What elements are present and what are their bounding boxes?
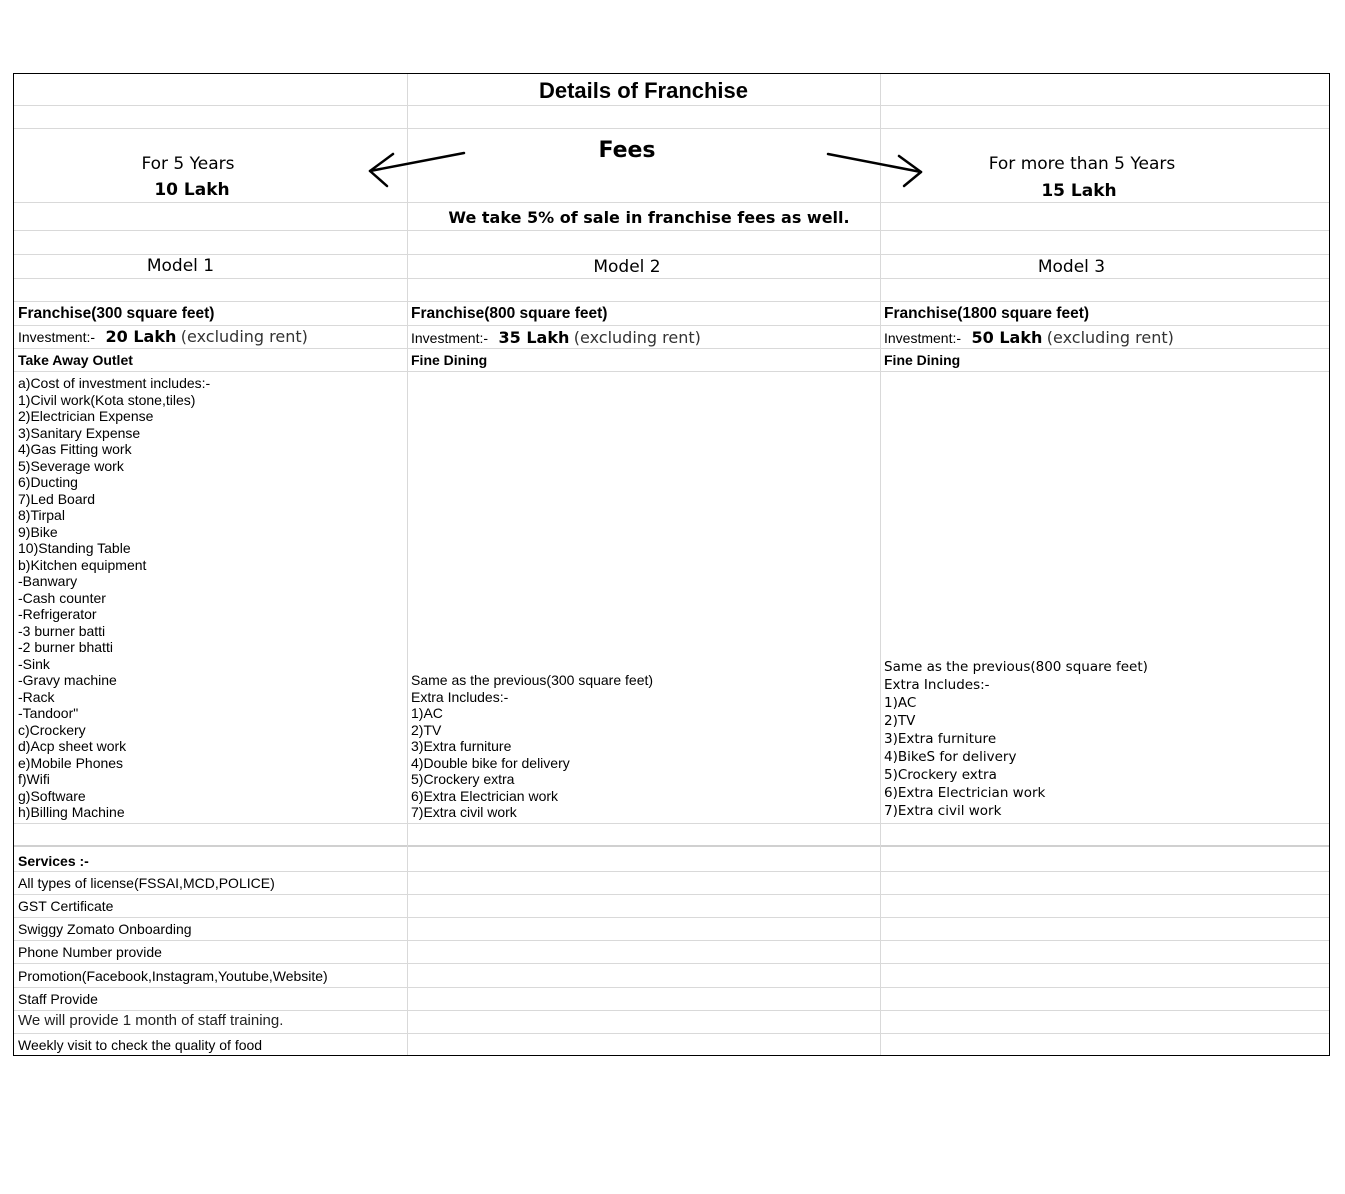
row-divider	[14, 1010, 1329, 1011]
model-1-detail-item: -Cash counter	[18, 589, 106, 606]
right-arrow-icon	[14, 74, 1331, 274]
investment-label: Investment:-	[884, 330, 962, 346]
service-item: We will provide 1 month of staff training.	[18, 1012, 284, 1029]
model-2-detail-item: 7)Extra civil work	[411, 804, 517, 820]
model-2-detail-item: Extra Includes:-	[411, 688, 509, 705]
model-1-detail-item: d)Acp sheet work	[18, 738, 127, 754]
model-1-franchise: Franchise(300 square feet)	[18, 305, 215, 322]
model-1-detail-item: 8)Tirpal	[18, 507, 65, 523]
row-divider	[14, 1033, 1329, 1034]
service-item: All types of license(FSSAI,MCD,POLICE)	[18, 875, 275, 891]
model-2-details	[411, 672, 653, 821]
row-divider	[14, 871, 1329, 872]
investment-amount: 20 Lakh	[105, 327, 177, 346]
model-1-detail-item: h)Billing Machine	[18, 804, 125, 820]
model-3-detail-item: 2)TV	[884, 713, 916, 729]
row-divider	[14, 963, 1329, 964]
page-title: Details of Franchise	[538, 78, 749, 103]
row-divider	[14, 325, 1329, 326]
model-3-detail-item: 1)AC	[884, 695, 917, 711]
investment-label: Investment:-	[18, 329, 96, 345]
model-1-detail-item: b)Kitchen equipment	[18, 556, 147, 573]
model-1-detail-item: a)Cost of investment includes:-	[18, 375, 211, 391]
model-1-detail-item: 10)Standing Table	[18, 540, 131, 556]
row-divider	[14, 987, 1329, 988]
model-1-detail-item: 2)Electrician Expense	[18, 408, 154, 424]
row-divider	[14, 371, 1329, 372]
model-1-detail-item: 7)Led Board	[18, 490, 96, 507]
model-1-type: Take Away Outlet	[18, 352, 133, 368]
row-divider	[14, 278, 1329, 279]
model-1-detail-item: -Tandoor"	[18, 705, 79, 721]
model-3-detail-item: 5)Crockery extra	[884, 767, 997, 783]
model-1-detail-item: 9)Bike	[18, 523, 58, 540]
model-3-detail-item: 6)Extra Electrician work	[884, 785, 1046, 801]
model-2-franchise: Franchise(800 square feet)	[411, 305, 608, 322]
model-3-details	[884, 658, 1148, 820]
fees-right-amount: 15 Lakh	[1041, 181, 1117, 201]
model-1-detail-item: -Rack	[18, 688, 55, 705]
model-1-detail-item: 5)Severage work	[18, 457, 124, 474]
model-1-detail-item: 3)Sanitary Expense	[18, 424, 141, 441]
service-item: Staff Provide	[18, 991, 98, 1007]
model-3-type: Fine Dining	[884, 352, 961, 368]
model-3-name: Model 3	[1037, 257, 1106, 277]
model-1-detail-item: -Banwary	[18, 573, 78, 589]
investment-amount: 50 Lakh	[971, 328, 1043, 347]
model-1-detail-item: c)Crockery	[18, 721, 86, 738]
row-divider	[14, 348, 1329, 349]
franchise-sheet	[13, 73, 1330, 1056]
model-2-detail-item: 5)Crockery extra	[411, 771, 515, 787]
model-1-detail-item: -Sink	[18, 655, 50, 672]
service-item: Promotion(Facebook,Instagram,Youtube,Website)	[18, 968, 328, 984]
model-1-detail-item: e)Mobile Phones	[18, 754, 124, 771]
row-divider	[14, 845, 1329, 847]
investment-amount: 35 Lakh	[498, 328, 570, 347]
model-3-investment	[884, 328, 1174, 348]
model-3-franchise: Franchise(1800 square feet)	[884, 305, 1090, 322]
model-2-detail-item: 6)Extra Electrician work	[411, 787, 559, 804]
model-2-name: Model 2	[593, 257, 661, 277]
model-1-detail-item: 6)Ducting	[18, 474, 78, 490]
model-1-detail-item: 4)Gas Fitting work	[18, 441, 132, 457]
row-divider	[14, 823, 1329, 824]
row-divider	[14, 894, 1329, 895]
model-1-detail-item: f)Wifi	[18, 771, 50, 787]
model-3-detail-item: Same as the previous(800 square feet)	[884, 659, 1148, 675]
services-heading: Services :-	[18, 853, 89, 869]
model-1-detail-item: -Gravy machine	[18, 672, 117, 688]
investment-note: (excluding rent)	[573, 328, 701, 347]
investment-note: (excluding rent)	[1046, 328, 1174, 347]
investment-note: (excluding rent)	[180, 327, 308, 346]
model-2-detail-item: Same as the previous(300 square feet)	[411, 672, 654, 688]
fees-note: We take 5% of sale in franchise fees as well.	[448, 208, 850, 227]
service-item: Weekly visit to check the quality of food	[18, 1037, 263, 1053]
row-divider	[14, 940, 1329, 941]
service-item: Phone Number provide	[18, 944, 162, 960]
model-2-detail-item: 2)TV	[411, 721, 442, 738]
fees-left-term: For 5 Years	[141, 154, 235, 174]
fees-label: Fees	[598, 138, 656, 163]
model-1-detail-item: -3 burner batti	[18, 622, 106, 639]
row-divider	[14, 301, 1329, 302]
model-2-detail-item: 3)Extra furniture	[411, 738, 512, 754]
model-1-detail-item: g)Software	[18, 787, 86, 804]
model-3-detail-item: 7)Extra civil work	[884, 803, 1002, 819]
model-1-detail-item: -2 burner bhatti	[18, 639, 113, 655]
model-2-detail-item: 4)Double bike for delivery	[411, 754, 570, 771]
model-1-details	[18, 375, 210, 821]
model-3-detail-item: Extra Includes:-	[884, 677, 990, 693]
fees-right-term: For more than 5 Years	[988, 154, 1176, 174]
service-item: GST Certificate	[18, 898, 114, 914]
model-2-investment	[411, 328, 701, 348]
row-divider	[14, 917, 1329, 918]
model-3-detail-item: 3)Extra furniture	[884, 731, 997, 747]
model-2-type: Fine Dining	[411, 352, 488, 368]
fees-left-amount: 10 Lakh	[154, 180, 230, 200]
model-2-detail-item: 1)AC	[411, 705, 443, 721]
model-1-investment	[18, 327, 308, 347]
investment-label: Investment:-	[411, 330, 489, 346]
model-3-detail-item: 4)BikeS for delivery	[884, 749, 1017, 765]
model-1-detail-item: -Refrigerator	[18, 606, 97, 622]
service-item: Swiggy Zomato Onboarding	[18, 921, 192, 937]
model-1-name: Model 1	[146, 256, 215, 276]
model-1-detail-item: 1)Civil work(Kota stone,tiles)	[18, 391, 196, 408]
